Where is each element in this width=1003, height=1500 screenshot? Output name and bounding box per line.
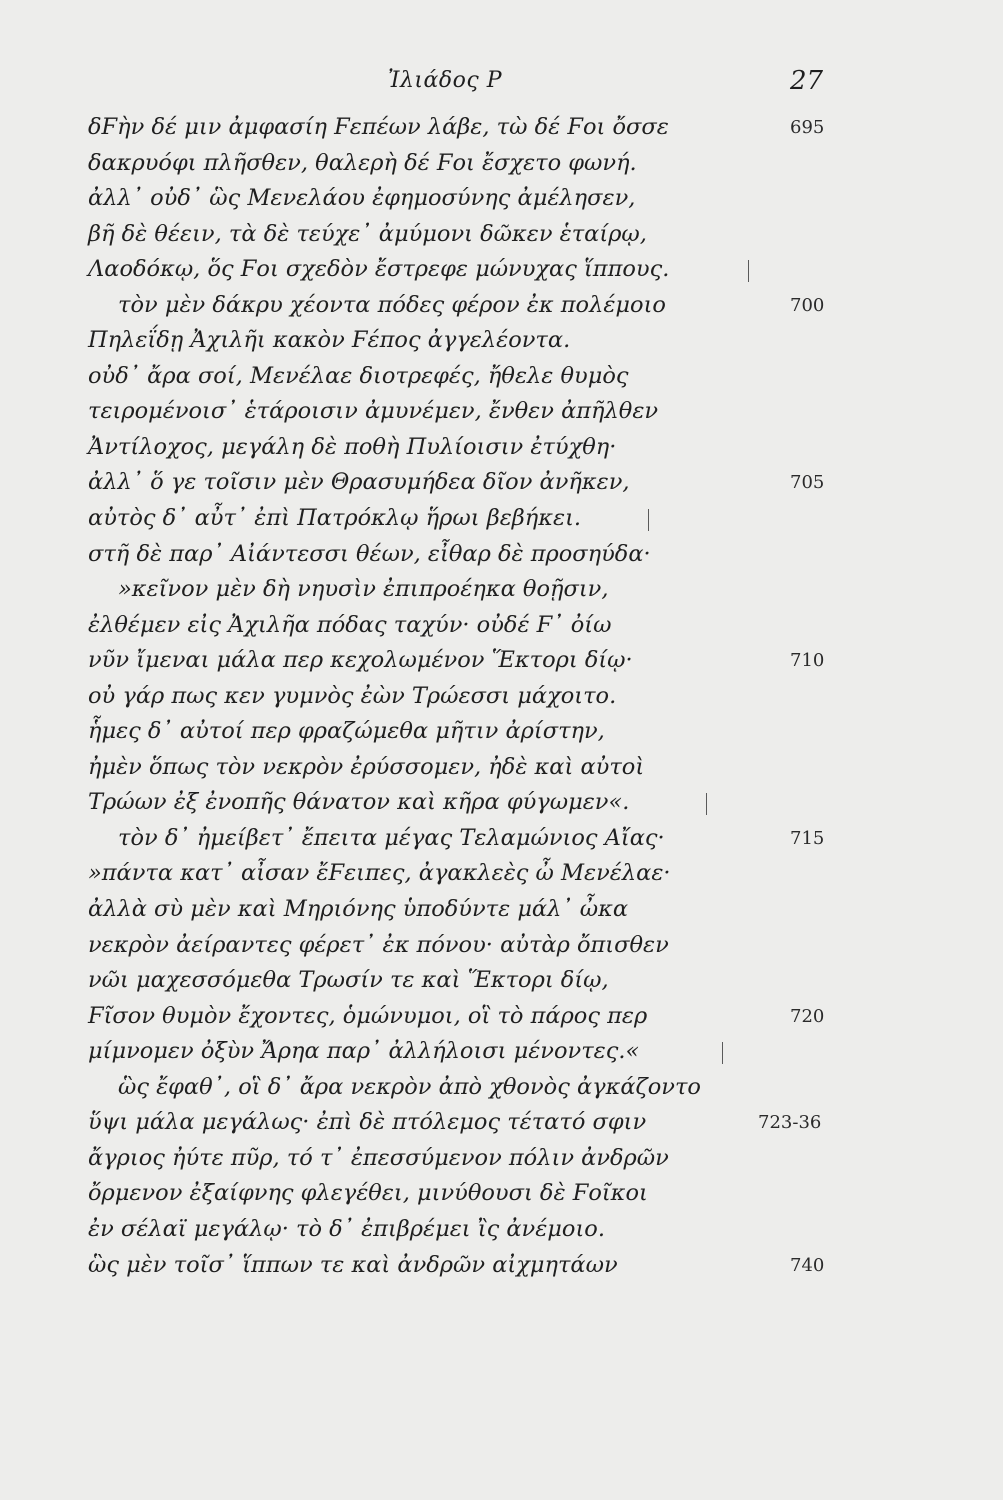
verse-line	[0, 110, 1003, 146]
verse-line	[0, 1141, 1003, 1177]
verse-text: Λαοδόκῳ, ὅς Ϝοι σχεδὸν ἔστρεφε μώνυχας ἵππους.	[88, 256, 670, 283]
verse-line	[0, 465, 1003, 501]
verse-line	[0, 928, 1003, 964]
verse-line	[0, 501, 1003, 537]
line-number: 695	[790, 117, 825, 138]
verse-line	[0, 1070, 1003, 1106]
verse-line	[0, 1105, 1003, 1141]
verse-block	[0, 110, 1003, 1283]
verse-line	[0, 323, 1003, 359]
verse-text: ἐν σέλαϊ μεγάλῳ· τὸ δ᾽ ἐπιβρέμει ἲς ἀνέμοιο.	[88, 1215, 605, 1242]
verse-text: ἧμες δ᾽ αὐτοί περ φραζώμεθα μῆτιν ἀρίστην,	[88, 718, 605, 745]
speech-end-mark	[748, 260, 749, 282]
verse-line	[0, 892, 1003, 928]
verse-line	[0, 1034, 1003, 1070]
verse-line	[0, 821, 1003, 857]
verse-text: νῶι μαχεσσόμεθα Τρωσίν τε καὶ Ἕκτορι δίῳ,	[88, 967, 609, 994]
verse-text: ὕψι μάλα μεγάλως· ἐπὶ δὲ πτόλεμος τέτατό σφιν	[88, 1109, 647, 1136]
verse-text: δϜὴν δέ μιν ἀμφασίη Ϝεπέων λάβε, τὼ δέ Ϝοι ὄσσε	[88, 114, 669, 140]
verse-text: ἠμὲν ὅπως τὸν νεκρὸν ἐρύσσομεν, ἠδὲ καὶ αὐτοὶ	[88, 753, 645, 780]
verse-line	[0, 785, 1003, 821]
verse-text: νεκρὸν ἀείραντες φέρετ᾽ ἐκ πόνου· αὐτὰρ ὄπισθεν	[88, 931, 669, 958]
verse-text: τὸν μὲν δάκρυ χέοντα πόδες φέρον ἐκ πολέμοιο	[118, 291, 666, 318]
running-title: Ἰλιάδος Ρ	[388, 68, 502, 93]
verse-line	[0, 359, 1003, 395]
verse-text: ὣς μὲν τοῖσ᾽ ἵππων τε καὶ ἀνδρῶν αἰχμητάων	[88, 1251, 618, 1278]
verse-text: ὄρμενον ἐξαίφνης φλεγέθει, μινύθουσι δὲ Ϝοῖκοι	[88, 1180, 648, 1207]
speech-end-mark	[722, 1042, 723, 1064]
verse-text: τὸν δ᾽ ἠμείβετ᾽ ἔπειτα μέγας Τελαμώνιος Αἴας·	[118, 824, 665, 851]
verse-line	[0, 608, 1003, 644]
page-number: 27	[790, 66, 824, 96]
verse-line	[0, 181, 1003, 217]
verse-text: οὐ γάρ πως κεν γυμνὸς ἐὼν Τρώεσσι μάχοιτο.	[88, 682, 617, 709]
verse-line	[0, 288, 1003, 324]
speech-end-mark	[706, 793, 707, 815]
verse-text: αὐτὸς δ᾽ αὖτ᾽ ἐπὶ Πατρόκλῳ ἥρωι βεβήκει.	[88, 505, 582, 532]
line-number: 723-36	[758, 1112, 822, 1134]
verse-line	[0, 856, 1003, 892]
verse-line	[0, 714, 1003, 750]
speech-end-mark	[648, 509, 649, 531]
verse-line	[0, 394, 1003, 430]
verse-text: δακρυόφι πλῆσθεν, θαλερὴ δέ Ϝοι ἔσχετο φωνή.	[88, 149, 637, 176]
verse-text: Τρώων ἐξ ἐνοπῆς θάνατον καὶ κῆρα φύγωμεν«.	[88, 789, 630, 816]
verse-line	[0, 643, 1003, 679]
verse-line	[0, 1176, 1003, 1212]
verse-line	[0, 537, 1003, 573]
verse-text: Ἀντίλοχος, μεγάλη δὲ ποθὴ Πυλίοισιν ἐτύχθη·	[88, 433, 617, 460]
verse-line	[0, 999, 1003, 1035]
line-number: 705	[790, 472, 825, 494]
verse-text: νῦν ἴμεναι μάλα περ κεχολωμένον Ἕκτορι δίῳ·	[88, 647, 633, 674]
verse-text: μίμνομεν ὀξὺν Ἄρηα παρ᾽ ἀλλήλοισι μένοντες.«	[88, 1038, 640, 1065]
line-number: 710	[790, 650, 825, 672]
line-number: 715	[790, 827, 825, 849]
verse-line	[0, 146, 1003, 182]
line-number: 740	[790, 1254, 825, 1276]
verse-text: Πηλεΐδῃ Ἀχιλῆι κακὸν Ϝέπος ἀγγελέοντα.	[88, 327, 571, 354]
verse-text: ἀλλ᾽ ὅ γε τοῖσιν μὲν Θρασυμήδεα δῖον ἀνῆκεν,	[88, 469, 630, 496]
verse-line	[0, 1248, 1003, 1284]
line-number: 700	[790, 294, 825, 316]
verse-line	[0, 750, 1003, 786]
verse-text: βῆ δὲ θέειν, τὰ δὲ τεύχε᾽ ἀμύμονι δῶκεν ἑταίρῳ,	[88, 220, 647, 247]
verse-line	[0, 217, 1003, 253]
line-number: 720	[790, 1005, 825, 1027]
verse-text: ὣς ἔφαθ᾽, οἳ δ᾽ ἄρα νεκρὸν ἀπὸ χθονὸς ἀγκάζοντο	[118, 1073, 701, 1100]
verse-text: ἀλλ᾽ οὐδ᾽ ὣς Μενελάου ἐφημοσύνης ἀμέλησεν,	[88, 185, 636, 212]
verse-line	[0, 963, 1003, 999]
verse-line	[0, 572, 1003, 608]
verse-text: οὐδ᾽ ἄρα σοί, Μενέλαε διοτρεφές, ἤθελε θυμὸς	[88, 362, 629, 389]
verse-text: ἄγριος ἠύτε πῦρ, τό τ᾽ ἐπεσσύμενον πόλιν ἀνδρῶν	[88, 1144, 669, 1171]
verse-text: Ϝῖσον θυμὸν ἔχοντες, ὁμώνυμοι, οἳ τὸ πάρος περ	[88, 1002, 648, 1029]
verse-text: ἀλλὰ σὺ μὲν καὶ Μηριόνης ὑποδύντε μάλ᾽ ὦκα	[88, 896, 629, 923]
verse-text: »κεῖνον μὲν δὴ νηυσὶν ἐπιπροέηκα θοῇσιν,	[118, 576, 609, 603]
verse-line	[0, 252, 1003, 288]
verse-text: ἐλθέμεν εἰς Ἀχιλῆα πόδας ταχύν· οὐδέ Ϝ᾽ ὀίω	[88, 611, 612, 638]
verse-text: στῆ δὲ παρ᾽ Αἰάντεσσι θέων, εἶθαρ δὲ προσηύδα·	[88, 540, 651, 567]
verse-line	[0, 679, 1003, 715]
verse-text: τειρομένοισ᾽ ἑτάροισιν ἀμυνέμεν, ἔνθεν ἀπῆλθεν	[88, 398, 659, 425]
verse-line	[0, 1212, 1003, 1248]
verse-line	[0, 430, 1003, 466]
verse-text: »πάντα κατ᾽ αἶσαν ἔϜειπες, ἀγακλεὲς ὦ Μενέλαε·	[88, 860, 671, 887]
